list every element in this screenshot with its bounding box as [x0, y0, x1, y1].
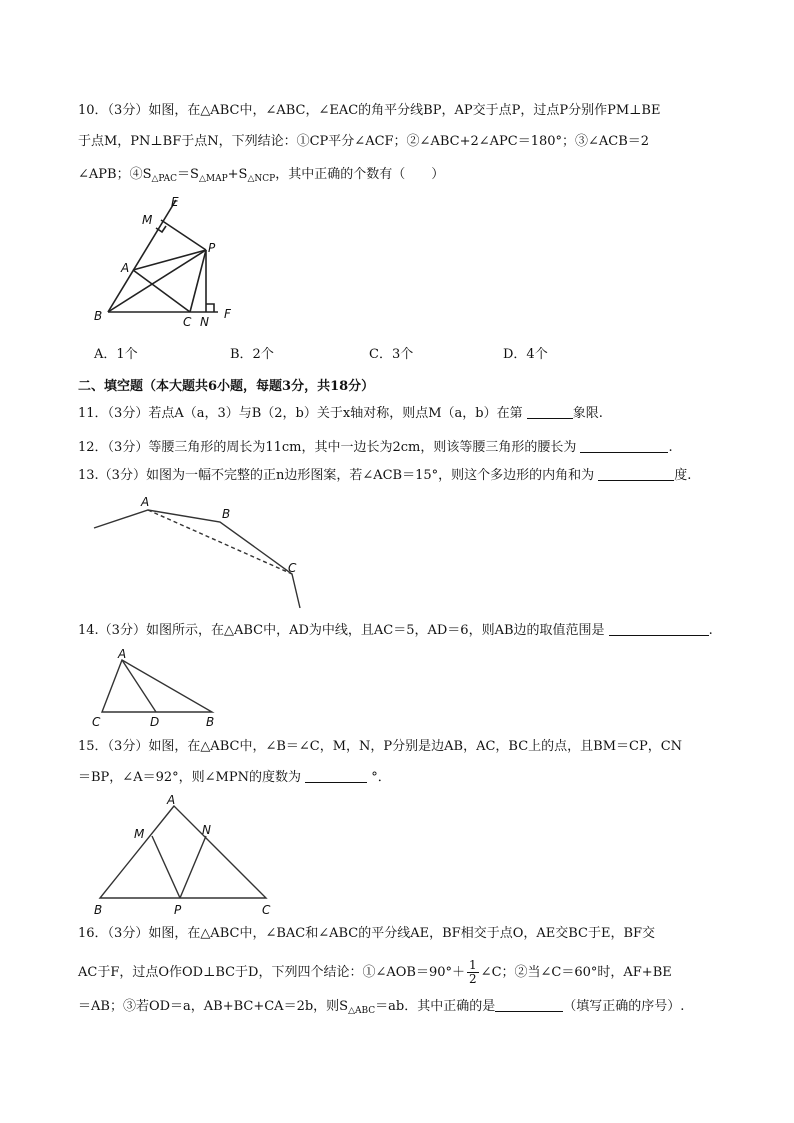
q14: [78, 623, 728, 639]
q13-label-a: A: [141, 495, 150, 509]
q16-fraction: [467, 959, 479, 986]
q10-line-1: 10．（3分）如图，在△ABC中，∠ABC，∠EAC的角平分线BP，AP交于点P，过点P分别作PM⊥BE: [78, 103, 661, 118]
q10-line-3-end: ，其中正确的个数有（ ）: [275, 167, 445, 182]
q11-text-end: 象限.: [572, 406, 603, 421]
q10-eq-1: ＝S: [177, 167, 199, 182]
q10-label-a: A: [121, 261, 130, 275]
q13-answer-blank[interactable]: [598, 468, 674, 481]
q16-line-3-mid: ＝ab．其中正确的是: [375, 999, 496, 1014]
q16-line-2-start: AC于F，过点O作OD⊥BC于D，下列四个结论：①∠AOB＝90°＋: [78, 965, 466, 980]
q15-label-a: A: [167, 793, 176, 807]
q10-sub-ncp: △NCP: [247, 174, 276, 184]
q15-label-n: N: [202, 823, 211, 837]
q13-label-c: C: [288, 561, 297, 575]
q14-label-c: C: [92, 715, 101, 729]
q16-line-1: 16．（3分）如图，在△ABC中，∠BAC和∠ABC的平分线AE，BF相交于点O，AE交BC于E，BF交: [78, 926, 656, 941]
q16-line-2-end: ∠C；②当∠C＝60°时，AF+BE: [480, 965, 672, 980]
q11: [78, 406, 728, 422]
q13-text: 13.（3分）如图为一幅不完整的正n边形图案，若∠ACB＝15°，则这个多边形的内角和为: [78, 468, 595, 483]
q16-fraction-denominator: 2: [469, 972, 477, 986]
q10-sub-pac: △PAC: [151, 174, 178, 184]
q10-choice-d[interactable]: D．4个: [503, 347, 548, 362]
q15-label-p: P: [174, 903, 182, 916]
q10-figure: [88, 192, 248, 332]
q15-label-c: C: [262, 903, 271, 916]
q14-text-end: .: [708, 623, 713, 638]
q14-label-a: A: [118, 647, 127, 661]
q10-choice-c[interactable]: C．3个: [369, 347, 414, 362]
q14-label-d: D: [150, 715, 160, 729]
q12-text: 12．（3分）等腰三角形的周长为11cm，其中一边长为2cm，则该等腰三角形的腰长为: [78, 440, 577, 455]
q15-figure: [88, 792, 283, 916]
q10-label-e: E: [171, 195, 179, 209]
q11-answer-blank[interactable]: [527, 406, 573, 419]
q16-line-2: [78, 959, 728, 986]
q12-answer-blank[interactable]: [580, 440, 668, 453]
section-2-heading: 二、填空题（本大题共6小题，每题3分，共18分）: [78, 379, 375, 394]
q10-label-n: N: [200, 315, 209, 329]
q16-fraction-numerator: 1: [469, 958, 477, 972]
q14-label-b: B: [206, 715, 215, 729]
q15-label-m: M: [134, 827, 145, 841]
q16-line-3-end: （填写正确的序号）.: [563, 999, 685, 1014]
q15-line-1: 15．（3分）如图，在△ABC中，∠B＝∠C，M，N，P分别是边AB，AC，BC上的点，且BM＝CP，CN: [78, 739, 683, 754]
q14-text: 14.（3分）如图所示，在△ABC中，AD为中线，且AC＝5，AD＝6，则AB边的取值范围是: [78, 623, 605, 638]
q10-label-m: M: [142, 213, 153, 227]
q10-label-b: B: [94, 309, 103, 323]
q10-line-2: 于点M，PN⊥BF于点N，下列结论：①CP平分∠ACF；②∠ABC+2∠APC＝180°；③∠ACB＝2: [78, 134, 650, 149]
q16-line-3: [78, 999, 728, 1019]
q16-answer-blank[interactable]: [495, 999, 563, 1012]
q13-figure: [92, 494, 307, 614]
q15-line-2-end: °．: [371, 770, 391, 785]
q10-label-f: F: [224, 307, 231, 321]
q15-label-b: B: [94, 903, 103, 916]
q10-sub-map: △MAP: [198, 174, 228, 184]
q13-label-b: B: [222, 507, 231, 521]
q10-choice-a[interactable]: A．1个: [94, 347, 138, 362]
q10-label-c: C: [183, 315, 192, 329]
q13-text-end: 度.: [674, 468, 692, 483]
q10-eq-2: +S: [227, 167, 248, 182]
q10-choice-b[interactable]: B．2个: [230, 347, 274, 362]
q14-figure: [88, 644, 223, 730]
q16-sub-abc: △ABC: [348, 1006, 376, 1016]
q12: [78, 440, 728, 456]
q15-answer-blank[interactable]: [305, 770, 367, 783]
q16-line-3-start: ＝AB；③若OD＝a，AB+BC+CA＝2b，则S: [78, 999, 349, 1014]
q11-text: 11．（3分）若点A（a，3）与B（2，b）关于x轴对称，则点M（a，b）在第: [78, 406, 523, 421]
q14-answer-blank[interactable]: [609, 623, 709, 636]
q15-line-2-start: ＝BP，∠A＝92°，则∠MPN的度数为: [78, 770, 301, 785]
q10-line-3-start: ∠APB；④S: [78, 167, 152, 182]
q15-line-2: [78, 770, 728, 786]
q13: [78, 468, 728, 484]
q10-label-p: P: [208, 241, 216, 255]
q10-line-3: [78, 167, 728, 187]
q12-text-end: .: [668, 440, 673, 455]
